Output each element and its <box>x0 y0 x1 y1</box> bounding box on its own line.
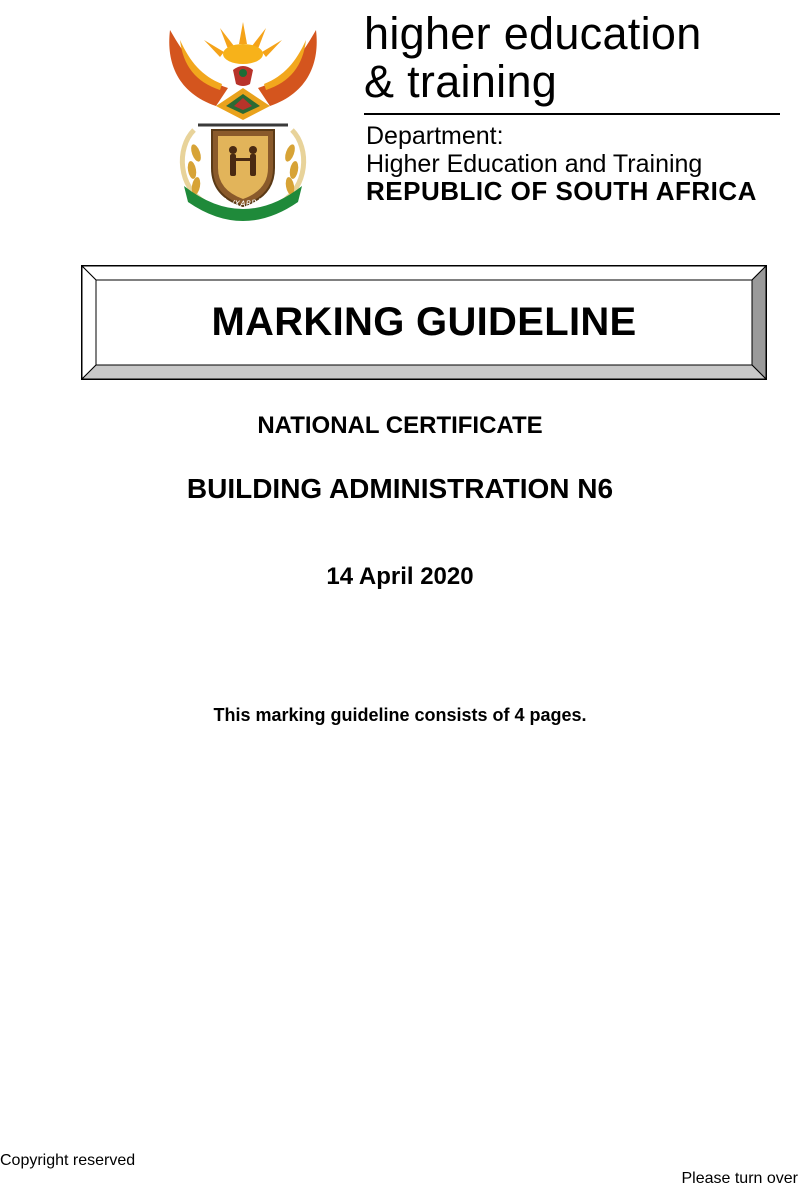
certificate-heading: NATIONAL CERTIFICATE <box>257 412 543 439</box>
page-count-note: This marking guideline consists of 4 pages. <box>213 705 587 725</box>
exam-date: 14 April 2020 <box>326 563 474 590</box>
brand-divider <box>364 113 780 115</box>
document-title: MARKING GUIDELINE <box>211 300 637 344</box>
department-name: Higher Education and Training <box>366 150 703 178</box>
coat-of-arms-logo <box>158 18 328 223</box>
turn-over-notice: Please turn over <box>681 1170 798 1187</box>
brand-line-2: & training <box>364 56 558 107</box>
logo-motto-text: !KE E: /XARRA //KE <box>202 188 284 209</box>
brand-line-1: higher education <box>364 8 702 59</box>
subject-heading: BUILDING ADMINISTRATION N6 <box>186 473 614 504</box>
copyright-notice: Copyright reserved <box>0 1152 136 1169</box>
department-label: Department: <box>366 122 504 150</box>
country-name: REPUBLIC OF SOUTH AFRICA <box>366 176 757 206</box>
